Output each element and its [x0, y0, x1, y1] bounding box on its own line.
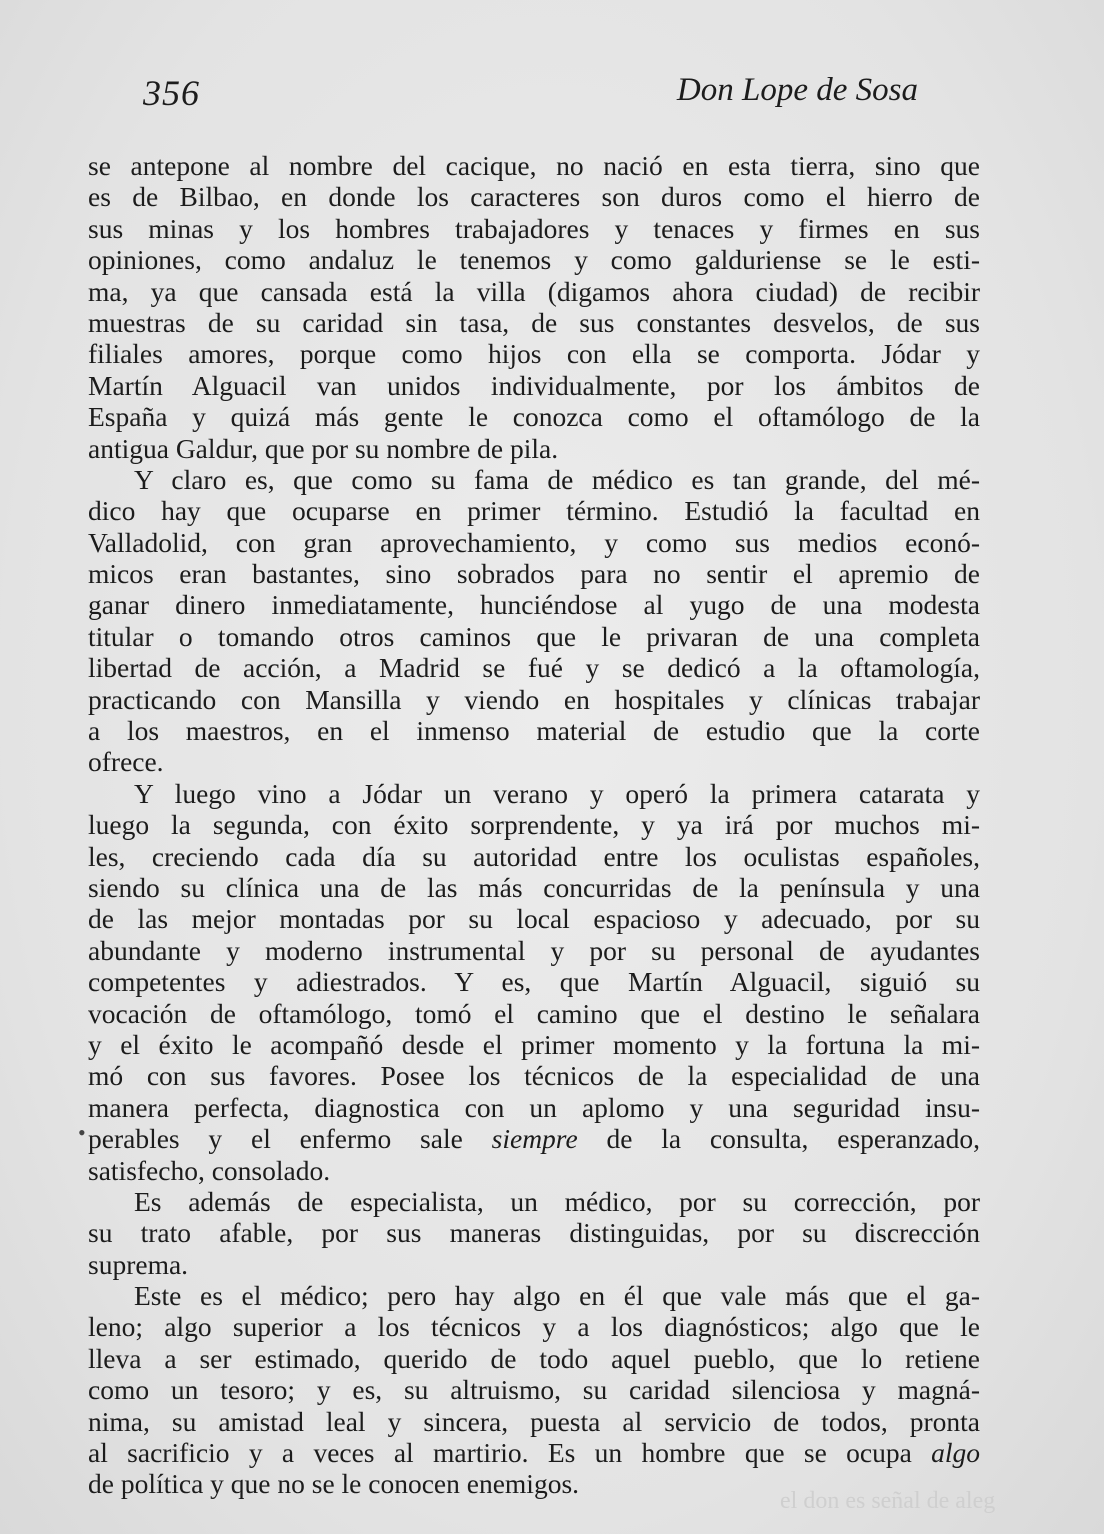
text-line: luego la segunda, con éxito sorprendente, y ya irá por muchos mi-: [88, 809, 980, 841]
text-segment: perables y el enfermo sale: [88, 1123, 463, 1155]
text-line: es de Bilbao, en donde los caracteres son duros como el hierro de: [88, 181, 980, 213]
text-line-mixed: [88, 1123, 980, 1154]
text-line: Valladolid, con gran aprovechamiento, y como sus medios econó-: [88, 526, 980, 558]
text-line: Este es el médico; pero hay algo en él que vale más que el ga-: [134, 1280, 980, 1312]
text-line: Y claro es, que como su fama de médico es tan grande, del mé-: [134, 463, 980, 495]
text-line: nima, su amistad leal y sincera, puesta al servicio de todos, pronta: [88, 1405, 980, 1437]
text-line: ofrece.: [88, 746, 164, 778]
text-line: les, creciendo cada día su autoridad entre los oculistas españoles,: [88, 840, 980, 872]
page-header: [143, 72, 918, 122]
text-line: antigua Galdur, que por su nombre de pila.: [88, 432, 559, 464]
text-line: suprema.: [88, 1248, 189, 1280]
text-line: leno; algo superior a los técnicos y a los diagnósticos; algo que le: [88, 1311, 980, 1343]
text-line: mó con sus favores. Posee los técnicos de la especialidad de una: [88, 1060, 980, 1092]
text-line: Es además de especialista, un médico, por su corrección, por: [134, 1185, 980, 1217]
bleed-through-text: el don es señal de aleg: [780, 1488, 996, 1514]
running-title: Don Lope de Sosa: [676, 72, 918, 108]
text-line: como un tesoro; y es, su altruismo, su caridad silenciosa y magná-: [88, 1374, 980, 1406]
text-line: filiales amores, porque como hijos con ella se comporta. Jódar y: [88, 338, 980, 370]
text-line: competentes y adiestrados. Y es, que Martín Alguacil, siguió su: [88, 966, 980, 998]
text-line-mixed: [88, 1437, 980, 1468]
text-segment: al sacrificio y a veces al martirio. Es un hombre que se ocupa: [88, 1437, 912, 1469]
text-line: se antepone al nombre del cacique, no nació en esta tierra, sino que: [88, 150, 980, 181]
text-line: micos eran bastantes, sino sobrados para no sentir el apremio de: [88, 558, 980, 590]
text-line: ganar dinero inmediatamente, hunciéndose al yugo de una modesta: [88, 589, 980, 621]
body-text: [88, 150, 980, 1500]
text-line: a los maestros, en el inmenso material de estudio que la corte: [88, 715, 980, 747]
emphasis-algo: algo: [931, 1437, 981, 1469]
text-line: titular o tomando otros caminos que le privaran de una completa: [88, 620, 980, 652]
margin-mark: •: [78, 1120, 86, 1145]
text-line: su trato afable, por sus maneras distinguidas, por su discrección: [88, 1217, 980, 1249]
text-line: satisfecho, consolado.: [88, 1154, 331, 1186]
text-line: vocación de oftamólogo, tomó el camino que el destino le señalara: [88, 997, 980, 1029]
text-line: abundante y moderno instrumental y por su personal de ayudantes: [88, 934, 980, 966]
text-line: siendo su clínica una de las más concurridas de la península y una: [88, 871, 980, 903]
text-line: Y luego vino a Jódar un verano y operó la primera catarata y: [134, 777, 980, 809]
text-line: de política y que no se le conocen enemigos.: [88, 1468, 580, 1500]
text-line: lleva a ser estimado, querido de todo aquel pueblo, que lo retiene: [88, 1342, 980, 1374]
text-line: ma, ya que cansada está la villa (digamos ahora ciudad) de recibir: [88, 275, 980, 307]
text-line: muestras de su caridad sin tasa, de sus constantes desvelos, de sus: [88, 306, 980, 338]
text-line: y el éxito le acompañó desde el primer momento y la fortuna la mi-: [88, 1028, 980, 1060]
text-segment: de la consulta, esperanzado,: [606, 1123, 981, 1155]
text-line: libertad de acción, a Madrid se fué y se dedicó a la oftamología,: [88, 652, 980, 684]
text-line: sus minas y los hombres trabajadores y tenaces y firmes en sus: [88, 212, 980, 244]
text-line: manera perfecta, diagnostica con un aplomo y una seguridad insu-: [88, 1091, 980, 1123]
text-line: de las mejor montadas por su local espacioso y adecuado, por su: [88, 903, 980, 935]
emphasis-siempre: siempre: [491, 1123, 578, 1155]
text-line: opiniones, como andaluz le tenemos y como galduriense se le esti-: [88, 244, 980, 276]
text-line: dico hay que ocuparse en primer término. Estudió la facultad en: [88, 495, 980, 527]
text-line: practicando con Mansilla y viendo en hospitales y clínicas trabajar: [88, 683, 980, 715]
text-line: España y quizá más gente le conozca como el oftamólogo de la: [88, 401, 980, 433]
page-number: 356: [143, 73, 200, 113]
text-line: Martín Alguacil van unidos individualmente, por los ámbitos de: [88, 369, 980, 401]
